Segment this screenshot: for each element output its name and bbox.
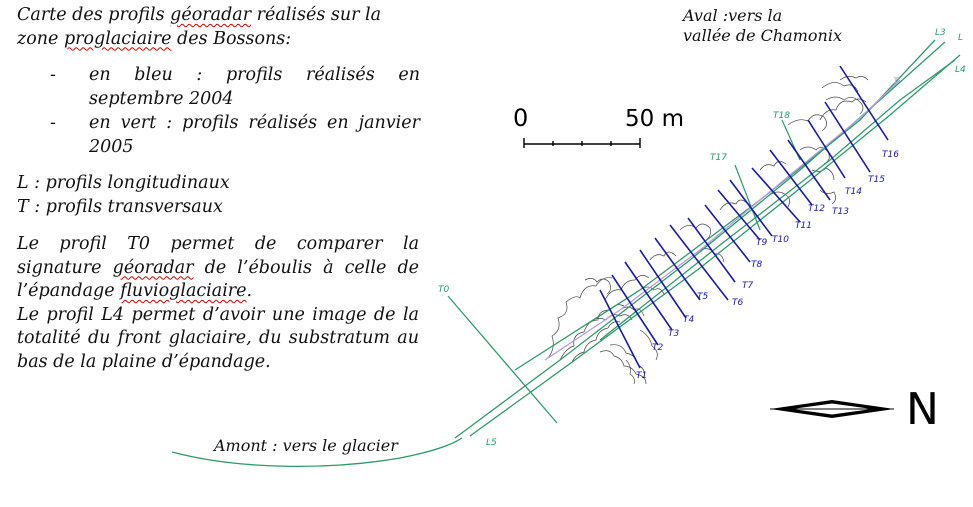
label-t9: T9	[756, 238, 768, 248]
legend-text-blue: en bleu : profils réalisés en septembre 2004	[89, 65, 420, 109]
scale-zero-label: 0	[513, 104, 529, 132]
contour-lines	[548, 76, 868, 384]
upstream-label: Amont : vers le glacier	[214, 436, 398, 455]
label-t3: T3	[668, 329, 680, 339]
note-l4: Le profil L4 permet d’avoir une image de la totalité du front glaciaire, du substratum au bas de la plaine d’épandage.	[17, 304, 419, 372]
label-t13: T13	[832, 207, 849, 217]
note-t0-text-3: .	[246, 281, 253, 301]
note-t0-text-2: de l’éboulis à celle de l’épandage	[17, 257, 419, 301]
label-lilac: T	[893, 77, 899, 87]
label-t16: T16	[882, 150, 899, 160]
label-t6: T6	[732, 298, 744, 308]
intro-georadar: géoradar	[170, 5, 252, 25]
north-label: N	[906, 384, 939, 435]
label-t1: T1	[636, 371, 648, 381]
profile-l4	[600, 60, 955, 340]
profile-t14	[808, 120, 845, 178]
label-t8: T8	[751, 260, 763, 270]
legend-dash: -	[50, 113, 56, 133]
intro-text-2: réalisés sur la zone	[17, 5, 382, 49]
label-t2: T2	[652, 343, 664, 353]
label-t11: T11	[795, 221, 812, 231]
legend-text-green: en vert : profils réalisés en janvier 2005	[89, 113, 420, 157]
legend-dash: -	[50, 65, 56, 85]
label-t7: T7	[742, 281, 754, 291]
label-t17: T17	[710, 153, 727, 163]
profile-t1	[600, 290, 640, 368]
intro-proglaciaire: proglaciaire	[63, 28, 172, 49]
note-t0-text-1: Le profil T0 permet de comparer la signature	[17, 234, 419, 278]
label-t14: T14	[845, 187, 862, 197]
label-t4: T4	[683, 315, 695, 325]
downstream-label	[683, 6, 842, 46]
scale-bar	[524, 138, 640, 148]
label-l4: L4	[955, 65, 966, 75]
scale-distance-label: 50 m	[625, 106, 684, 132]
note-t0-georadar: géoradar	[112, 257, 194, 278]
downstream-label-line1: Aval :vers la	[683, 6, 783, 25]
label-t5: T5	[697, 292, 709, 302]
abbr-transversal: T : profils transversaux	[17, 196, 223, 217]
label-l5: L5	[486, 438, 497, 448]
label-t10: T10	[772, 235, 789, 245]
abbr-longitudinal: L : profils longitudinaux	[17, 173, 230, 193]
label-l3: L3	[935, 28, 946, 38]
north-arrow-icon	[770, 400, 894, 418]
label-l: L	[958, 33, 964, 43]
profile-t12	[770, 150, 812, 205]
profile-l3	[515, 40, 935, 370]
note-t0-fluvio: fluvioglaciaire	[120, 281, 247, 301]
label-t18: T18	[773, 111, 790, 121]
intro-text-1: Carte des profils	[17, 5, 171, 25]
label-t0: T0	[438, 285, 450, 295]
profile-l-upper	[455, 42, 945, 438]
downstream-label-line2: vallée de Chamonix	[683, 26, 842, 45]
label-t12: T12	[808, 204, 825, 214]
intro-text-3: des Bossons:	[171, 28, 292, 49]
profile-t0	[448, 296, 557, 423]
label-t15: T15	[868, 175, 885, 185]
